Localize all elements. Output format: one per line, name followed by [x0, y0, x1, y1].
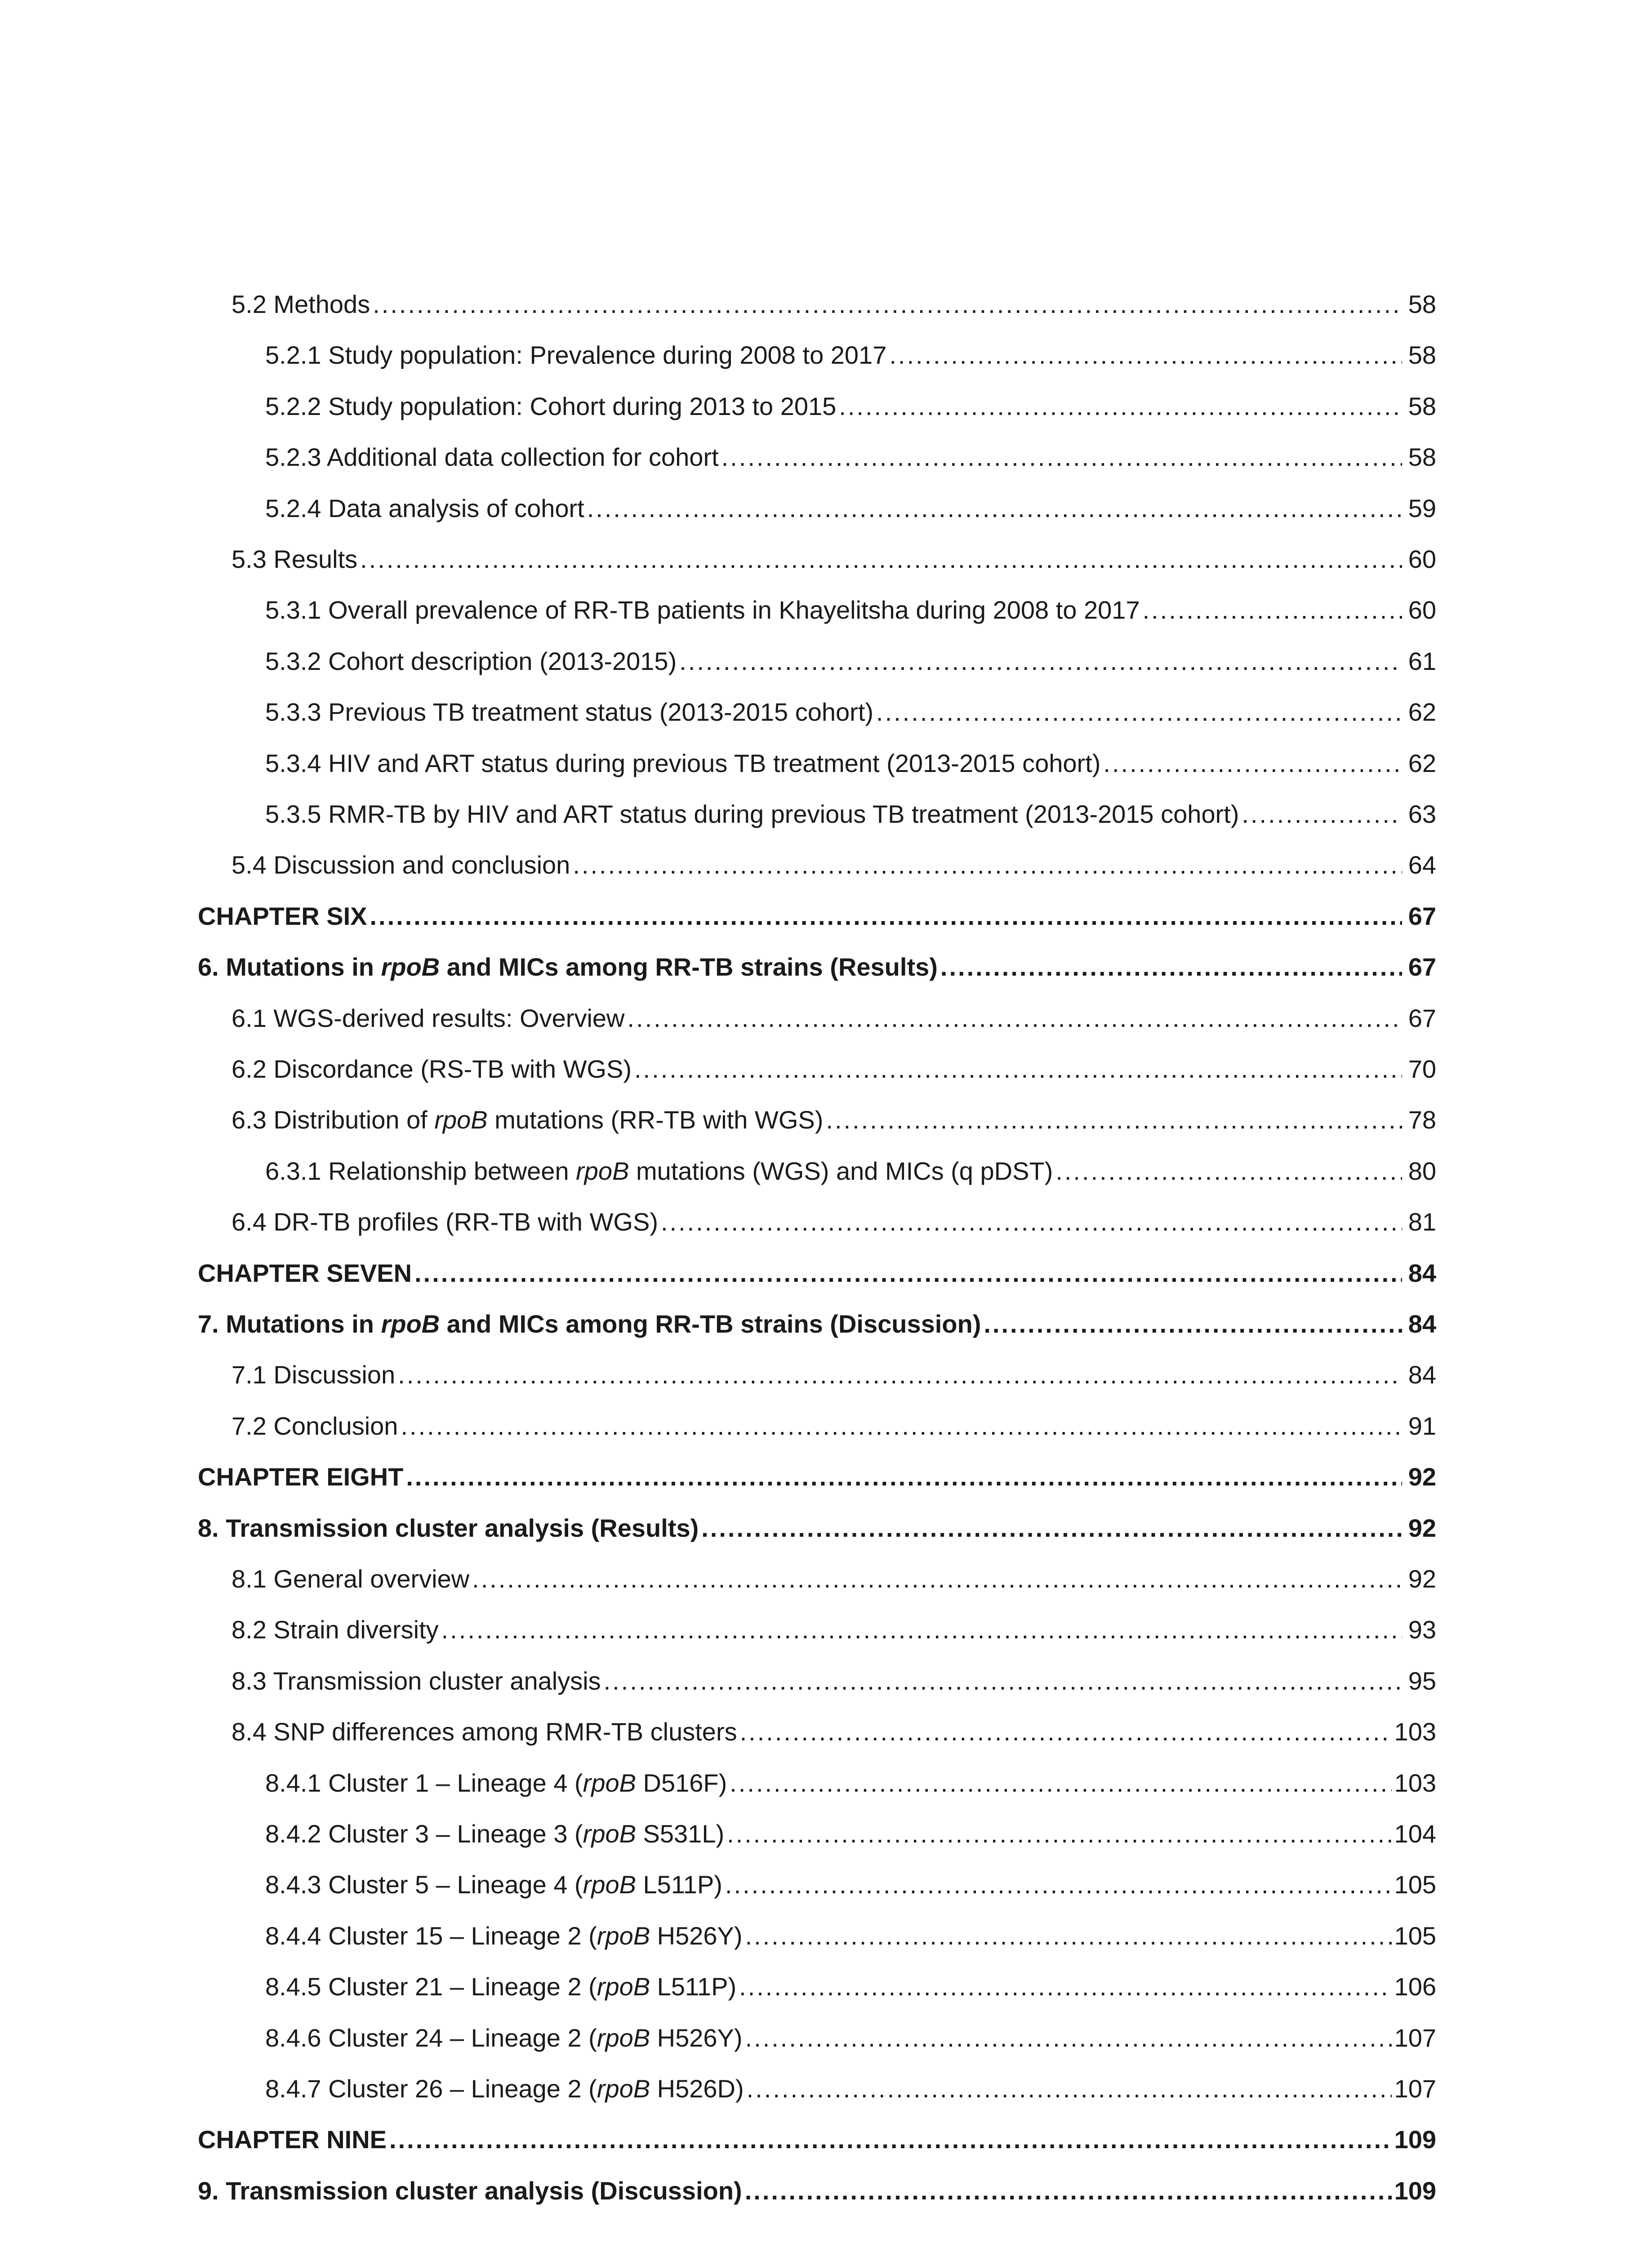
toc-entry-title: [265, 2025, 743, 2051]
toc-entry-title: [198, 2127, 387, 2152]
toc-dot-leader: [587, 496, 1402, 521]
toc-entry-title-part: H526Y): [650, 2024, 743, 2052]
toc-entry-title-italic: rpoB: [583, 1769, 636, 1797]
toc-entry-title-part: 5.2.1 Study population: Prevalence during 2008 to 2017: [265, 341, 887, 369]
toc-entry-title: [232, 1719, 737, 1744]
toc-entry-title-part: mutations (WGS) and MICs (q pDST): [629, 1157, 1053, 1185]
toc-dot-leader: [370, 904, 1403, 929]
toc-page-number: 105: [1394, 1870, 1436, 1899]
toc-dot-leader: [1055, 1159, 1402, 1184]
toc-page-number: 80: [1408, 1157, 1436, 1185]
toc-entry: [265, 323, 1436, 368]
toc-entry: [265, 425, 1436, 470]
toc-entry-title: [198, 1261, 412, 1286]
toc-entry-title-italic: rpoB: [597, 2074, 650, 2103]
toc-dot-leader: [727, 1821, 1391, 1847]
toc-entry-title: [265, 1821, 724, 1847]
toc-entry-title-part: 8.2 Strain diversity: [232, 1615, 439, 1644]
toc-entry: [265, 629, 1436, 674]
toc-entry-title-part: S531L): [636, 1820, 725, 1848]
toc-entry-title: [265, 1872, 722, 1897]
toc-entry-title-part: and MICs among RR-TB strains (Discussion): [440, 1310, 981, 1338]
toc-entry-title: [265, 1771, 727, 1796]
toc-dot-leader: [876, 700, 1402, 725]
toc-page-number: 84: [1408, 1259, 1436, 1287]
toc-entry-title-part: 6. Mutations in: [198, 953, 381, 981]
toc-page-number: 78: [1408, 1106, 1436, 1134]
toc-dot-leader: [472, 1566, 1402, 1592]
toc-entry: [232, 986, 1436, 1031]
toc-dot-leader: [740, 1719, 1392, 1744]
toc-entry-title-part: H526D): [650, 2074, 744, 2103]
toc-page-number: 103: [1394, 1769, 1436, 1797]
toc-entry-title-part: 6.3 Distribution of: [232, 1106, 435, 1134]
toc-entry-title: [232, 1414, 398, 1439]
toc-page-number: 58: [1408, 443, 1436, 471]
toc-entry-title: [232, 852, 570, 878]
toc-entry-title-part: 5.3.5 RMR-TB by HIV and ART status during previous TB treatment (2013-2015 cohort): [265, 800, 1239, 828]
toc-dot-leader: [826, 1107, 1402, 1133]
toc-entry-title: [198, 904, 367, 929]
toc-entry: [265, 680, 1436, 725]
toc-entry-title-part: 5.3.2 Cohort description (2013-2015): [265, 647, 677, 675]
toc-entry: [265, 782, 1436, 827]
toc-entry-title-italic: rpoB: [576, 1157, 629, 1185]
toc-dot-leader: [1143, 598, 1402, 623]
toc-entry-title: [265, 802, 1239, 827]
toc-entry-title-part: 9. Transmission cluster analysis (Discussion): [198, 2177, 742, 2205]
toc-entry: [232, 272, 1436, 317]
toc-dot-leader: [441, 1617, 1402, 1642]
toc-dot-leader: [1103, 751, 1402, 776]
toc-entry-title-part: 5.3.4 HIV and ART status during previous TB treatment (2013-2015 cohort): [265, 749, 1101, 777]
toc-entry: [265, 1904, 1436, 1949]
toc-dot-leader: [661, 1209, 1402, 1235]
toc-entry: [198, 2107, 1436, 2152]
toc-dot-leader: [984, 1311, 1402, 1337]
toc-dot-leader: [406, 1464, 1402, 1490]
toc-page-number: 67: [1408, 902, 1436, 930]
toc-entry-title-part: 7.1 Discussion: [232, 1360, 396, 1389]
toc-entry: [232, 527, 1436, 572]
toc-page-number: 84: [1408, 1360, 1436, 1389]
toc-entry-title-part: 5.2.4 Data analysis of cohort: [265, 494, 584, 522]
toc-entry-title: [265, 394, 836, 419]
toc-entry-title-part: 8.4.2 Cluster 3 – Lineage 3 (: [265, 1820, 583, 1848]
toc-entry-title-part: 6.1 WGS-derived results: Overview: [232, 1004, 625, 1032]
toc-dot-leader: [627, 1006, 1402, 1031]
toc-entry: [265, 1954, 1436, 1999]
toc-page-number: 58: [1408, 341, 1436, 369]
toc-entry: [232, 1088, 1436, 1133]
toc-page-number: 70: [1408, 1055, 1436, 1083]
toc-page-number: 84: [1408, 1310, 1436, 1338]
toc-entry-title-part: 8.4.7 Cluster 26 – Lineage 2 (: [265, 2074, 597, 2103]
toc-dot-leader: [745, 1923, 1392, 1949]
toc-entry-title-part: 8.1 General overview: [232, 1565, 470, 1593]
toc-entry-title: [232, 547, 357, 572]
toc-entry: [232, 1343, 1436, 1387]
toc-entry-title: [265, 343, 886, 368]
toc-entry-title: [232, 1617, 439, 1642]
toc-entry-title-part: mutations (RR-TB with WGS): [487, 1106, 824, 1134]
toc-page-number: 58: [1408, 392, 1436, 420]
toc-page-number: 95: [1408, 1667, 1436, 1695]
toc-page-number: 64: [1408, 851, 1436, 879]
toc-entry-title: [265, 649, 677, 674]
toc-entry: [265, 1802, 1436, 1847]
toc-entry-title: [198, 1516, 699, 1541]
toc-entry-title-part: 7. Mutations in: [198, 1310, 381, 1338]
toc-dot-leader: [839, 394, 1402, 419]
toc-entry: [265, 1751, 1436, 1796]
toc-entry: [232, 1394, 1436, 1439]
toc-entry-title: [265, 751, 1100, 776]
toc-dot-leader: [414, 1261, 1402, 1286]
toc-entry: [265, 2006, 1436, 2051]
toc-entry: [198, 1241, 1436, 1286]
toc-entry-title-italic: rpoB: [597, 2024, 650, 2052]
toc-entry-title: [198, 2178, 742, 2203]
toc-entry-title: [198, 1311, 981, 1337]
toc-dot-leader: [679, 649, 1402, 674]
toc-page-number: 106: [1394, 1972, 1436, 2001]
toc-entry-title-part: 8.4 SNP differences among RMR-TB clusters: [232, 1717, 737, 1746]
toc-entry: [232, 1190, 1436, 1235]
toc-entry-title-part: 8.3 Transmission cluster analysis: [232, 1667, 601, 1695]
toc-page-number: 63: [1408, 800, 1436, 828]
toc-page-number: 107: [1394, 2024, 1436, 2052]
toc-entry: [265, 1852, 1436, 1897]
toc-entry-title: [265, 1974, 736, 1999]
toc-entry-title-part: 8.4.1 Cluster 1 – Lineage 4 (: [265, 1769, 583, 1797]
toc-entry-title-part: 8. Transmission cluster analysis (Results): [198, 1514, 699, 1542]
toc-page-number: 67: [1408, 953, 1436, 981]
toc-dot-leader: [634, 1057, 1402, 1082]
toc-entry-title-part: L511P): [636, 1870, 722, 1899]
toc-dot-leader: [745, 2178, 1392, 2203]
toc-entry-title-part: CHAPTER EIGHT: [198, 1463, 404, 1491]
toc-entry-title-part: 5.3 Results: [232, 545, 358, 573]
toc-entry: [265, 374, 1436, 419]
toc-dot-leader: [398, 1362, 1402, 1387]
toc-entry: [198, 1445, 1436, 1490]
toc-page-number: 61: [1408, 647, 1436, 675]
toc-entry-title-part: 5.3.3 Previous TB treatment status (2013-2015 cohort): [265, 698, 874, 726]
toc-page-number: 62: [1408, 749, 1436, 777]
toc-entry: [265, 731, 1436, 776]
toc-entry: [198, 884, 1436, 929]
toc-entry-title-italic: rpoB: [434, 1106, 488, 1134]
toc-entry-title-part: CHAPTER NINE: [198, 2125, 387, 2154]
toc-entry-title: [232, 1057, 632, 1082]
toc-entry-title-part: 8.4.3 Cluster 5 – Lineage 4 (: [265, 1870, 583, 1899]
toc-dot-leader: [389, 2127, 1392, 2152]
toc-page-number: 107: [1394, 2074, 1436, 2103]
toc-entry-title-part: 6.4 DR-TB profiles (RR-TB with WGS): [232, 1208, 658, 1236]
toc-page-number: 91: [1408, 1412, 1436, 1440]
toc-entry-title-part: 5.4 Discussion and conclusion: [232, 851, 570, 879]
toc-dot-leader: [747, 2076, 1392, 2101]
toc-page-number: 58: [1408, 290, 1436, 318]
toc-entry: [232, 1547, 1436, 1592]
toc-entry: [198, 2159, 1436, 2203]
toc-entry-title: [265, 496, 584, 521]
toc-entry-title-part: 5.2 Methods: [232, 290, 370, 318]
toc-entry-title: [232, 1107, 823, 1133]
toc-entry-title-italic: rpoB: [381, 1310, 440, 1338]
toc-entry-title: [232, 1362, 395, 1387]
toc-page-number: 105: [1394, 1922, 1436, 1950]
toc-entry-title-part: CHAPTER SEVEN: [198, 1259, 412, 1287]
toc-page-number: 104: [1394, 1820, 1436, 1848]
toc-entry-title: [265, 445, 719, 470]
toc-entry-title-part: D516F): [636, 1769, 727, 1797]
toc-dot-leader: [721, 445, 1402, 470]
toc-page-number: 109: [1394, 2177, 1436, 2205]
toc-page-number: 92: [1408, 1463, 1436, 1491]
toc-entry-title-part: 6.2 Discordance (RS-TB with WGS): [232, 1055, 632, 1083]
toc-entry-title-part: H526Y): [650, 1922, 743, 1950]
toc-entry-title-italic: rpoB: [583, 1870, 636, 1899]
toc-entry: [198, 1292, 1436, 1337]
toc-entry-title-part: CHAPTER SIX: [198, 902, 367, 930]
toc-dot-leader: [889, 343, 1402, 368]
toc-entry-title-part: L511P): [650, 1972, 737, 2001]
toc-dot-leader: [1242, 802, 1402, 827]
toc-entry: [232, 1699, 1436, 1744]
toc-dot-leader: [573, 852, 1402, 878]
toc-entry-title-part: 6.3.1 Relationship between: [265, 1157, 576, 1185]
toc-entry: [265, 2056, 1436, 2101]
toc-entry: [265, 1139, 1436, 1184]
toc-dot-leader: [401, 1414, 1402, 1439]
toc-entry-title-part: and MICs among RR-TB strains (Results): [440, 953, 938, 981]
toc-page-number: 103: [1394, 1717, 1436, 1746]
toc-dot-leader: [373, 292, 1402, 317]
toc-page-number: 92: [1408, 1514, 1436, 1542]
toc-dot-leader: [730, 1771, 1391, 1796]
toc-dot-leader: [725, 1872, 1392, 1897]
toc-page-number: 60: [1408, 596, 1436, 624]
toc-entry-title-italic: rpoB: [583, 1820, 636, 1848]
toc-entry-title-part: 5.2.3 Additional data collection for cohort: [265, 443, 719, 471]
toc-entry-title: [198, 1464, 403, 1490]
toc-entry: [232, 1649, 1436, 1694]
toc-entry-title: [265, 700, 873, 725]
toc-entry: [232, 1037, 1436, 1082]
toc-page-number: 59: [1408, 494, 1436, 522]
toc-page-number: 92: [1408, 1565, 1436, 1593]
toc-entry: [265, 476, 1436, 521]
toc-entry-title-part: 8.4.4 Cluster 15 – Lineage 2 (: [265, 1922, 597, 1950]
toc-dot-leader: [745, 2025, 1392, 2051]
toc-entry-title: [232, 292, 370, 317]
toc-entry-title: [265, 1159, 1053, 1184]
toc-entry: [198, 935, 1436, 980]
toc-entry-title: [265, 1923, 743, 1949]
toc-page-number: 93: [1408, 1615, 1436, 1644]
toc-entry-title-part: 5.3.1 Overall prevalence of RR-TB patients in Khayelitsha during 2008 to 2017: [265, 596, 1140, 624]
toc-dot-leader: [360, 547, 1402, 572]
toc-page-number: 109: [1394, 2125, 1436, 2154]
toc-dot-leader: [940, 955, 1402, 980]
toc-page-number: 62: [1408, 698, 1436, 726]
toc-dot-leader: [701, 1516, 1402, 1541]
toc-entry-title: [265, 2076, 744, 2101]
toc-entry-title-part: 8.4.5 Cluster 21 – Lineage 2 (: [265, 1972, 597, 2001]
toc-entry-title-part: 7.2 Conclusion: [232, 1412, 398, 1440]
toc-entry-title-part: 8.4.6 Cluster 24 – Lineage 2 (: [265, 2024, 597, 2052]
toc-page-number: 67: [1408, 1004, 1436, 1032]
toc-entry-title-italic: rpoB: [597, 1922, 650, 1950]
toc-entry-title: [265, 598, 1140, 623]
toc-entry-title: [232, 1209, 658, 1235]
toc-entry-title: [232, 1566, 469, 1592]
toc-entry: [198, 1496, 1436, 1541]
toc-page-number: 81: [1408, 1208, 1436, 1236]
toc-entry: [232, 833, 1436, 878]
toc-page-number: 60: [1408, 545, 1436, 573]
toc-dot-leader: [604, 1668, 1402, 1694]
toc-entry-title-italic: rpoB: [381, 953, 440, 981]
toc-entry-title-italic: rpoB: [597, 1972, 650, 2001]
toc-entry-title-part: 5.2.2 Study population: Cohort during 2013 to 2015: [265, 392, 837, 420]
toc-entry: [265, 578, 1436, 623]
toc-entry: [232, 1597, 1436, 1642]
toc-dot-leader: [739, 1974, 1391, 1999]
toc-entry-title: [232, 1668, 601, 1694]
toc-entry-title: [198, 955, 938, 980]
toc-entry-title: [232, 1006, 624, 1031]
